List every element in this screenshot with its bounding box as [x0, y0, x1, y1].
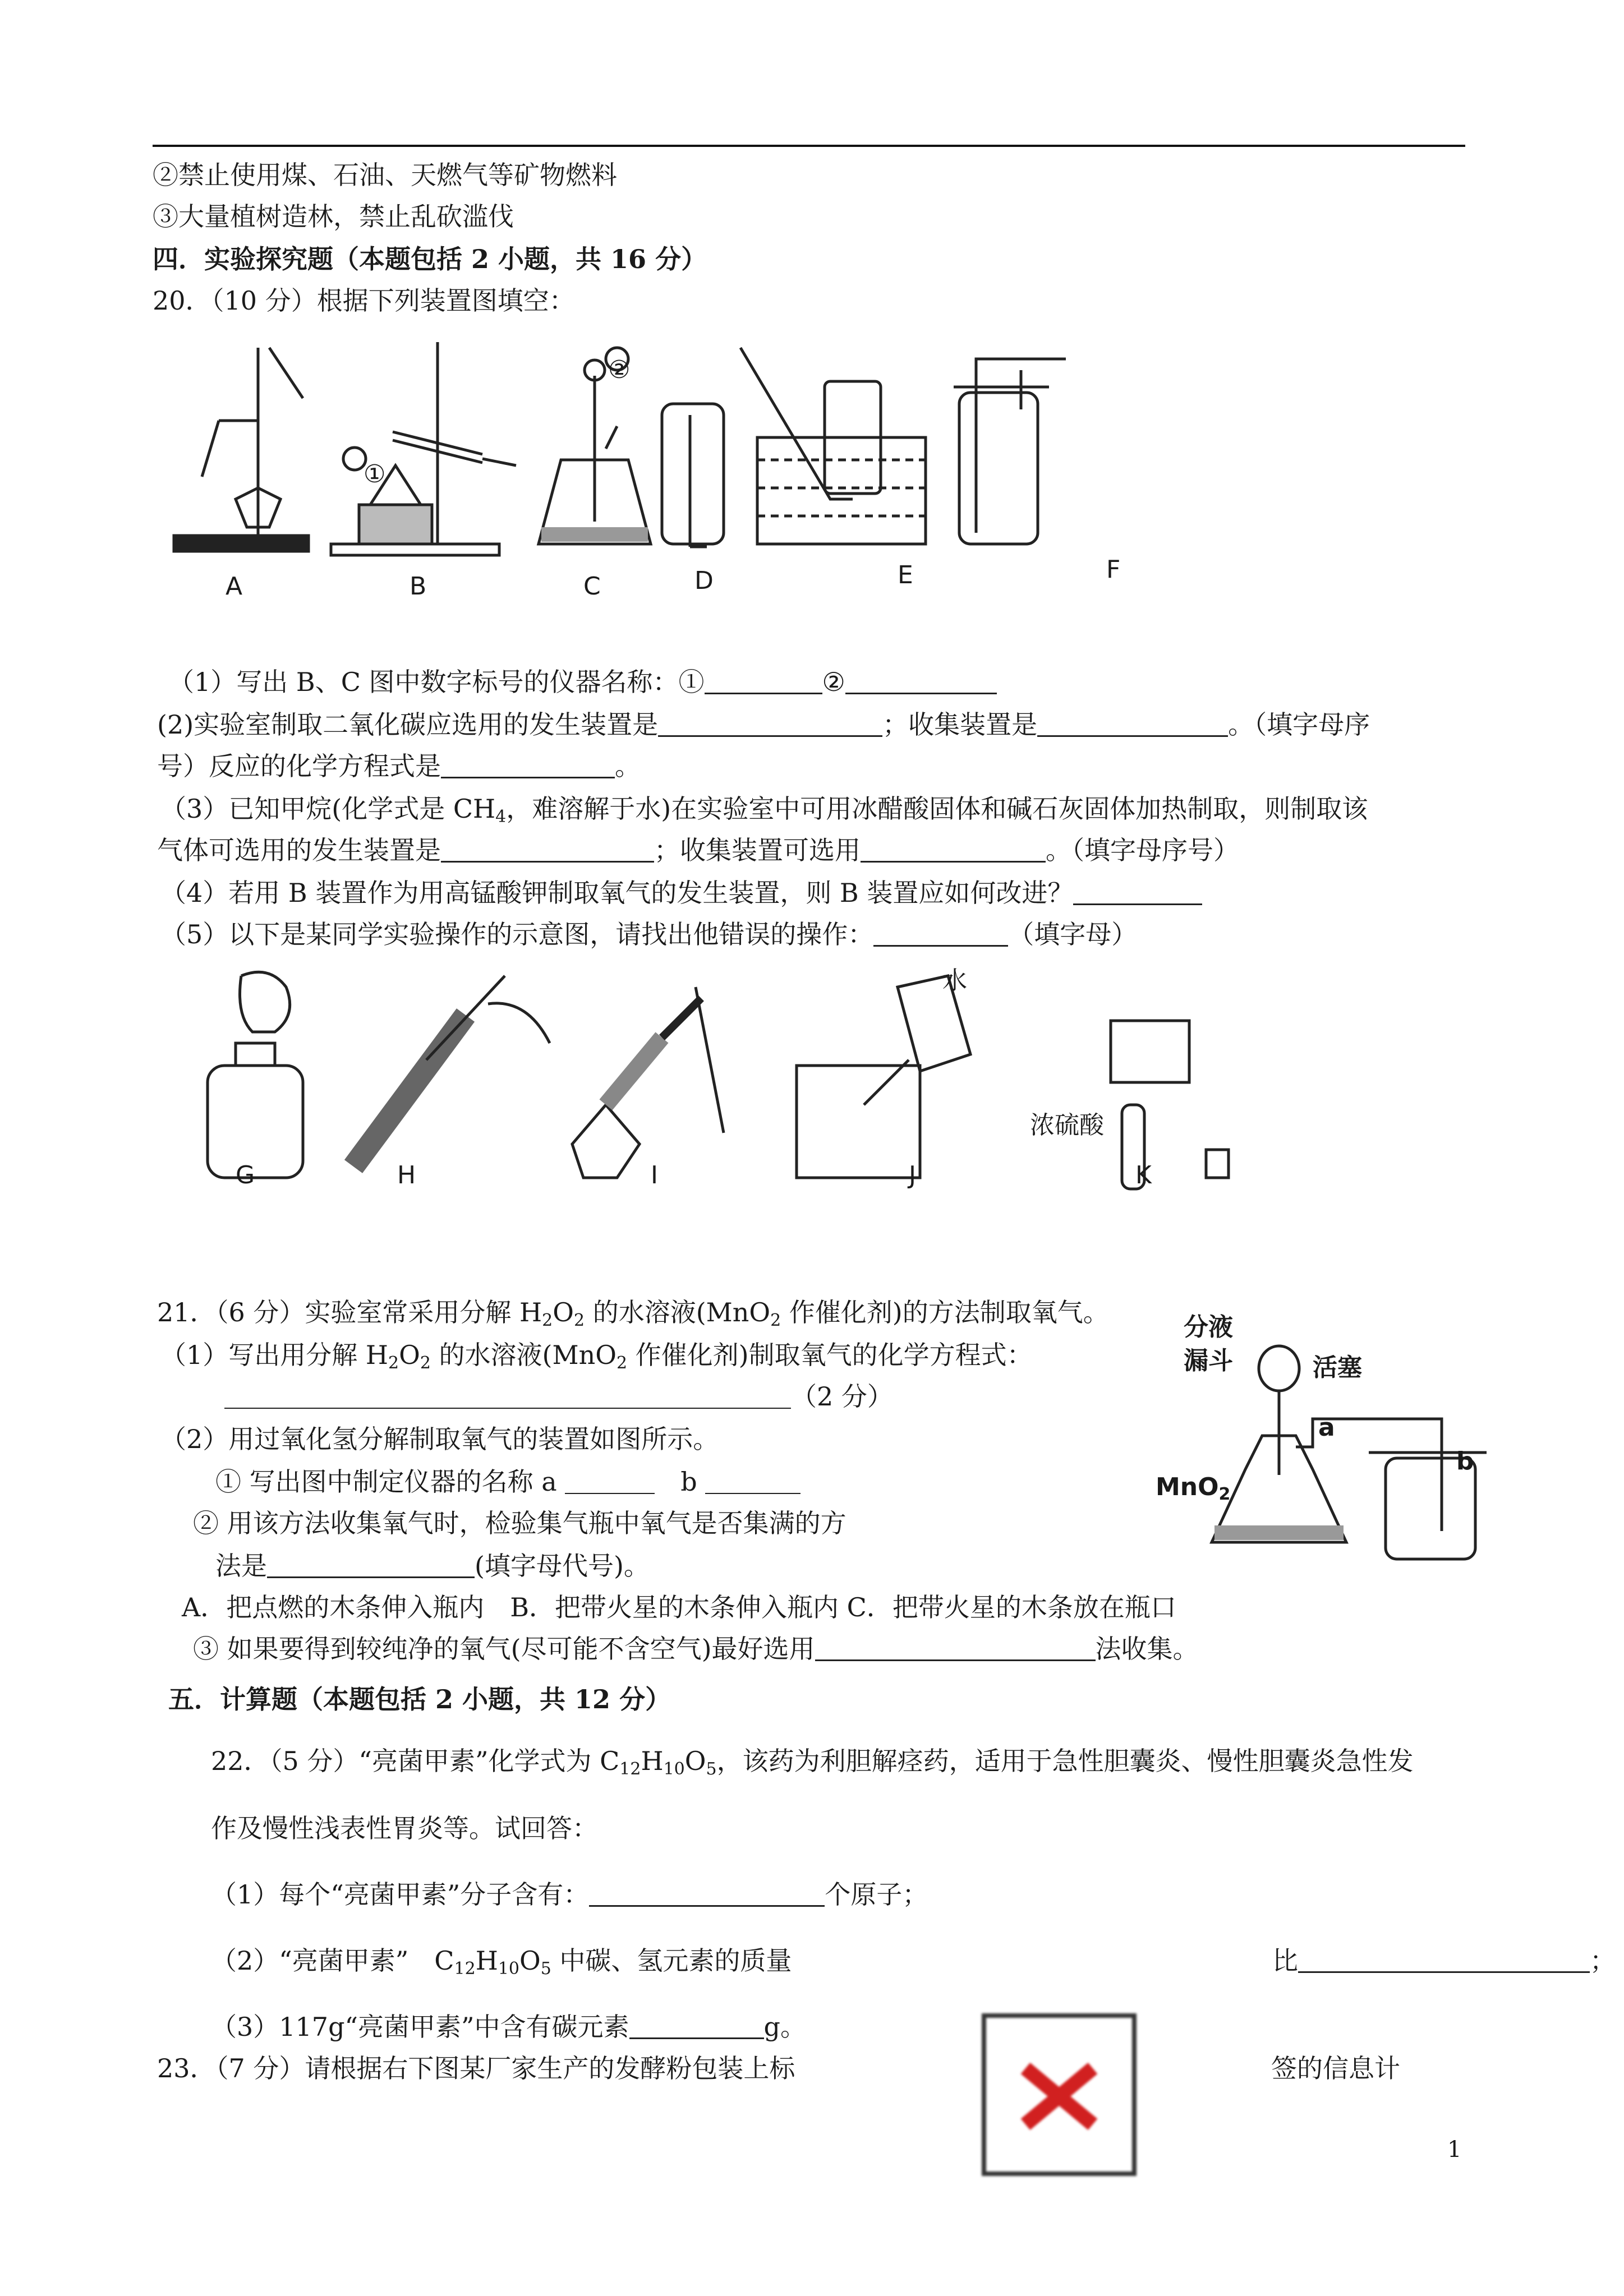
op-label-water: 水	[942, 966, 967, 995]
q21-part2-1: ① 写出图中制定仪器的名称 a b	[215, 1465, 801, 1499]
q20-part2: (2)实验室制取二氧化碳应选用的发生装置是 ；收集装置是 。（填字母序	[157, 709, 1370, 740]
label-e: E	[898, 561, 913, 589]
operation-figure	[191, 965, 1257, 1200]
measure-item-2: ②禁止使用煤、石油、天燃气等矿物燃料	[153, 160, 617, 190]
op-label-k: K	[1135, 1161, 1152, 1190]
section-4-heading: 四．实验探究题（本题包括 2 小题，共 16 分）	[153, 244, 707, 274]
q21-part2: （2）用过氧化氢分解制取氧气的装置如图所示。	[160, 1424, 719, 1454]
q21-part1: （1）写出用分解 $H_2O_2$ 的水溶液(MnO$_2$ 作催化剂)制取氧气的化学方程式：	[160, 1340, 1033, 1373]
section-5-heading: 五．计算题（本题包括 2 小题，共 12 分）	[168, 1684, 671, 1714]
broken-image-icon	[982, 2013, 1137, 2176]
q20-part4: （4）若用 B 装置作为用高锰酸钾制取氧气的发生装置，则 B 装置应如何改进？	[160, 876, 1202, 910]
fig-label-funnel2: 漏斗	[1184, 1347, 1233, 1375]
fig-label-stopcock: 活塞	[1313, 1353, 1362, 1382]
op-label-j: J	[909, 1161, 916, 1190]
apparatus-d	[662, 404, 724, 547]
fig-label-funnel: 分液	[1184, 1313, 1233, 1341]
q20-part5: （5）以下是某同学实验操作的示意图，请找出他错误的操作： （填字母）	[160, 919, 1138, 949]
q21-part2-2-cont: 法是 (填字母代号)。	[215, 1551, 650, 1581]
q22-part1: （1）每个“亮菌甲素”分子含有： 个原子；	[211, 1879, 928, 1910]
q20-part1: （1）写出 B、C 图中数字标号的仪器名称：① ②	[168, 665, 997, 699]
op-label-i: I	[651, 1161, 658, 1190]
fig-label-mno2: MnO$_2$	[1156, 1473, 1231, 1504]
operation-i	[572, 987, 724, 1178]
page-number: 1	[1447, 2137, 1462, 2163]
label-d: D	[694, 566, 714, 595]
q21-part2-3: ③ 如果要得到较纯净的氧气(尽可能不含空气)最好选用 法收集。	[193, 1634, 1199, 1664]
q21-part2-2: ② 用该方法收集氧气时，检验集气瓶中氧气是否集满的方	[193, 1508, 846, 1538]
label-f: F	[1106, 555, 1121, 584]
q21-stem: 21．（6 分）实验室常采用分解 $H_2O_2$ 的水溶液(MnO$_2$ 作催化剂)的方法制取氧气。	[157, 1297, 1109, 1330]
q20-stem: 20．（10 分）根据下列装置图填空：	[153, 285, 575, 316]
q20-part3-cont: 气体可选用的发生装置是 ；收集装置可选用 。（填字母序号）	[157, 835, 1239, 865]
operation-h	[353, 976, 550, 1167]
apparatus-figure	[168, 325, 1178, 623]
label-c: C	[583, 572, 601, 601]
q22-part3: （3）117g“亮菌甲素”中含有碳元素 g。	[211, 2012, 806, 2042]
header-rule	[153, 145, 1465, 147]
q20-part3: （3）已知甲烷(化学式是 $CH_4$，难溶解于水)在实验室中可用冰醋酸固体和碱石灰固体加热制取，则制取该	[160, 794, 1368, 827]
q20-part2-cont: 号）反应的化学方程式是 。	[157, 751, 641, 781]
op-label-acid: 浓硫酸	[1030, 1111, 1104, 1140]
apparatus-a	[174, 348, 309, 551]
q22-part2-ratio: 比 ；	[1272, 1945, 1616, 1976]
apparatus-e	[740, 348, 926, 544]
q22-stem: 22．（5 分）“亮菌甲素”化学式为 $C_{12}H_{10}O_5$，该药为利胆解痉药，适用于急性胆囊炎、慢性胆囊炎急性发	[211, 1746, 1414, 1779]
q21-options: A．把点燃的木条伸入瓶内 B．把带火星的木条伸入瓶内 C．把带火星的木条放在瓶口	[182, 1592, 1176, 1622]
q23-stem-cont: 签的信息计	[1271, 2053, 1400, 2083]
q22-part2: （2）“亮菌甲素” $C_{12}H_{10}O_5$ 中碳、氢元素的质量	[211, 1945, 792, 1979]
q21-part1-answer: （2 分）	[224, 1380, 893, 1413]
label-b: B	[410, 572, 427, 601]
fig-marker-2: ②	[608, 356, 631, 384]
op-label-g: G	[236, 1161, 255, 1190]
operation-g	[208, 972, 303, 1178]
apparatus-b	[331, 342, 516, 555]
apparatus-c	[539, 348, 651, 544]
measure-item-3: ③大量植树造林，禁止乱砍滥伐	[153, 201, 514, 232]
q22-stem-cont: 作及慢性浅表性胃炎等。试回答：	[211, 1813, 598, 1843]
fig-marker-1: ①	[364, 460, 386, 488]
operation-k	[1111, 1021, 1229, 1189]
q23-stem: 23．（7 分）请根据右下图某厂家生产的发酵粉包装上标	[157, 2053, 795, 2083]
operation-j	[797, 976, 970, 1178]
fig-label-a: a	[1318, 1413, 1335, 1442]
fig-label-b: b	[1456, 1447, 1474, 1476]
apparatus-f	[954, 359, 1066, 544]
op-label-h: H	[397, 1161, 416, 1190]
label-a: A	[226, 572, 243, 601]
